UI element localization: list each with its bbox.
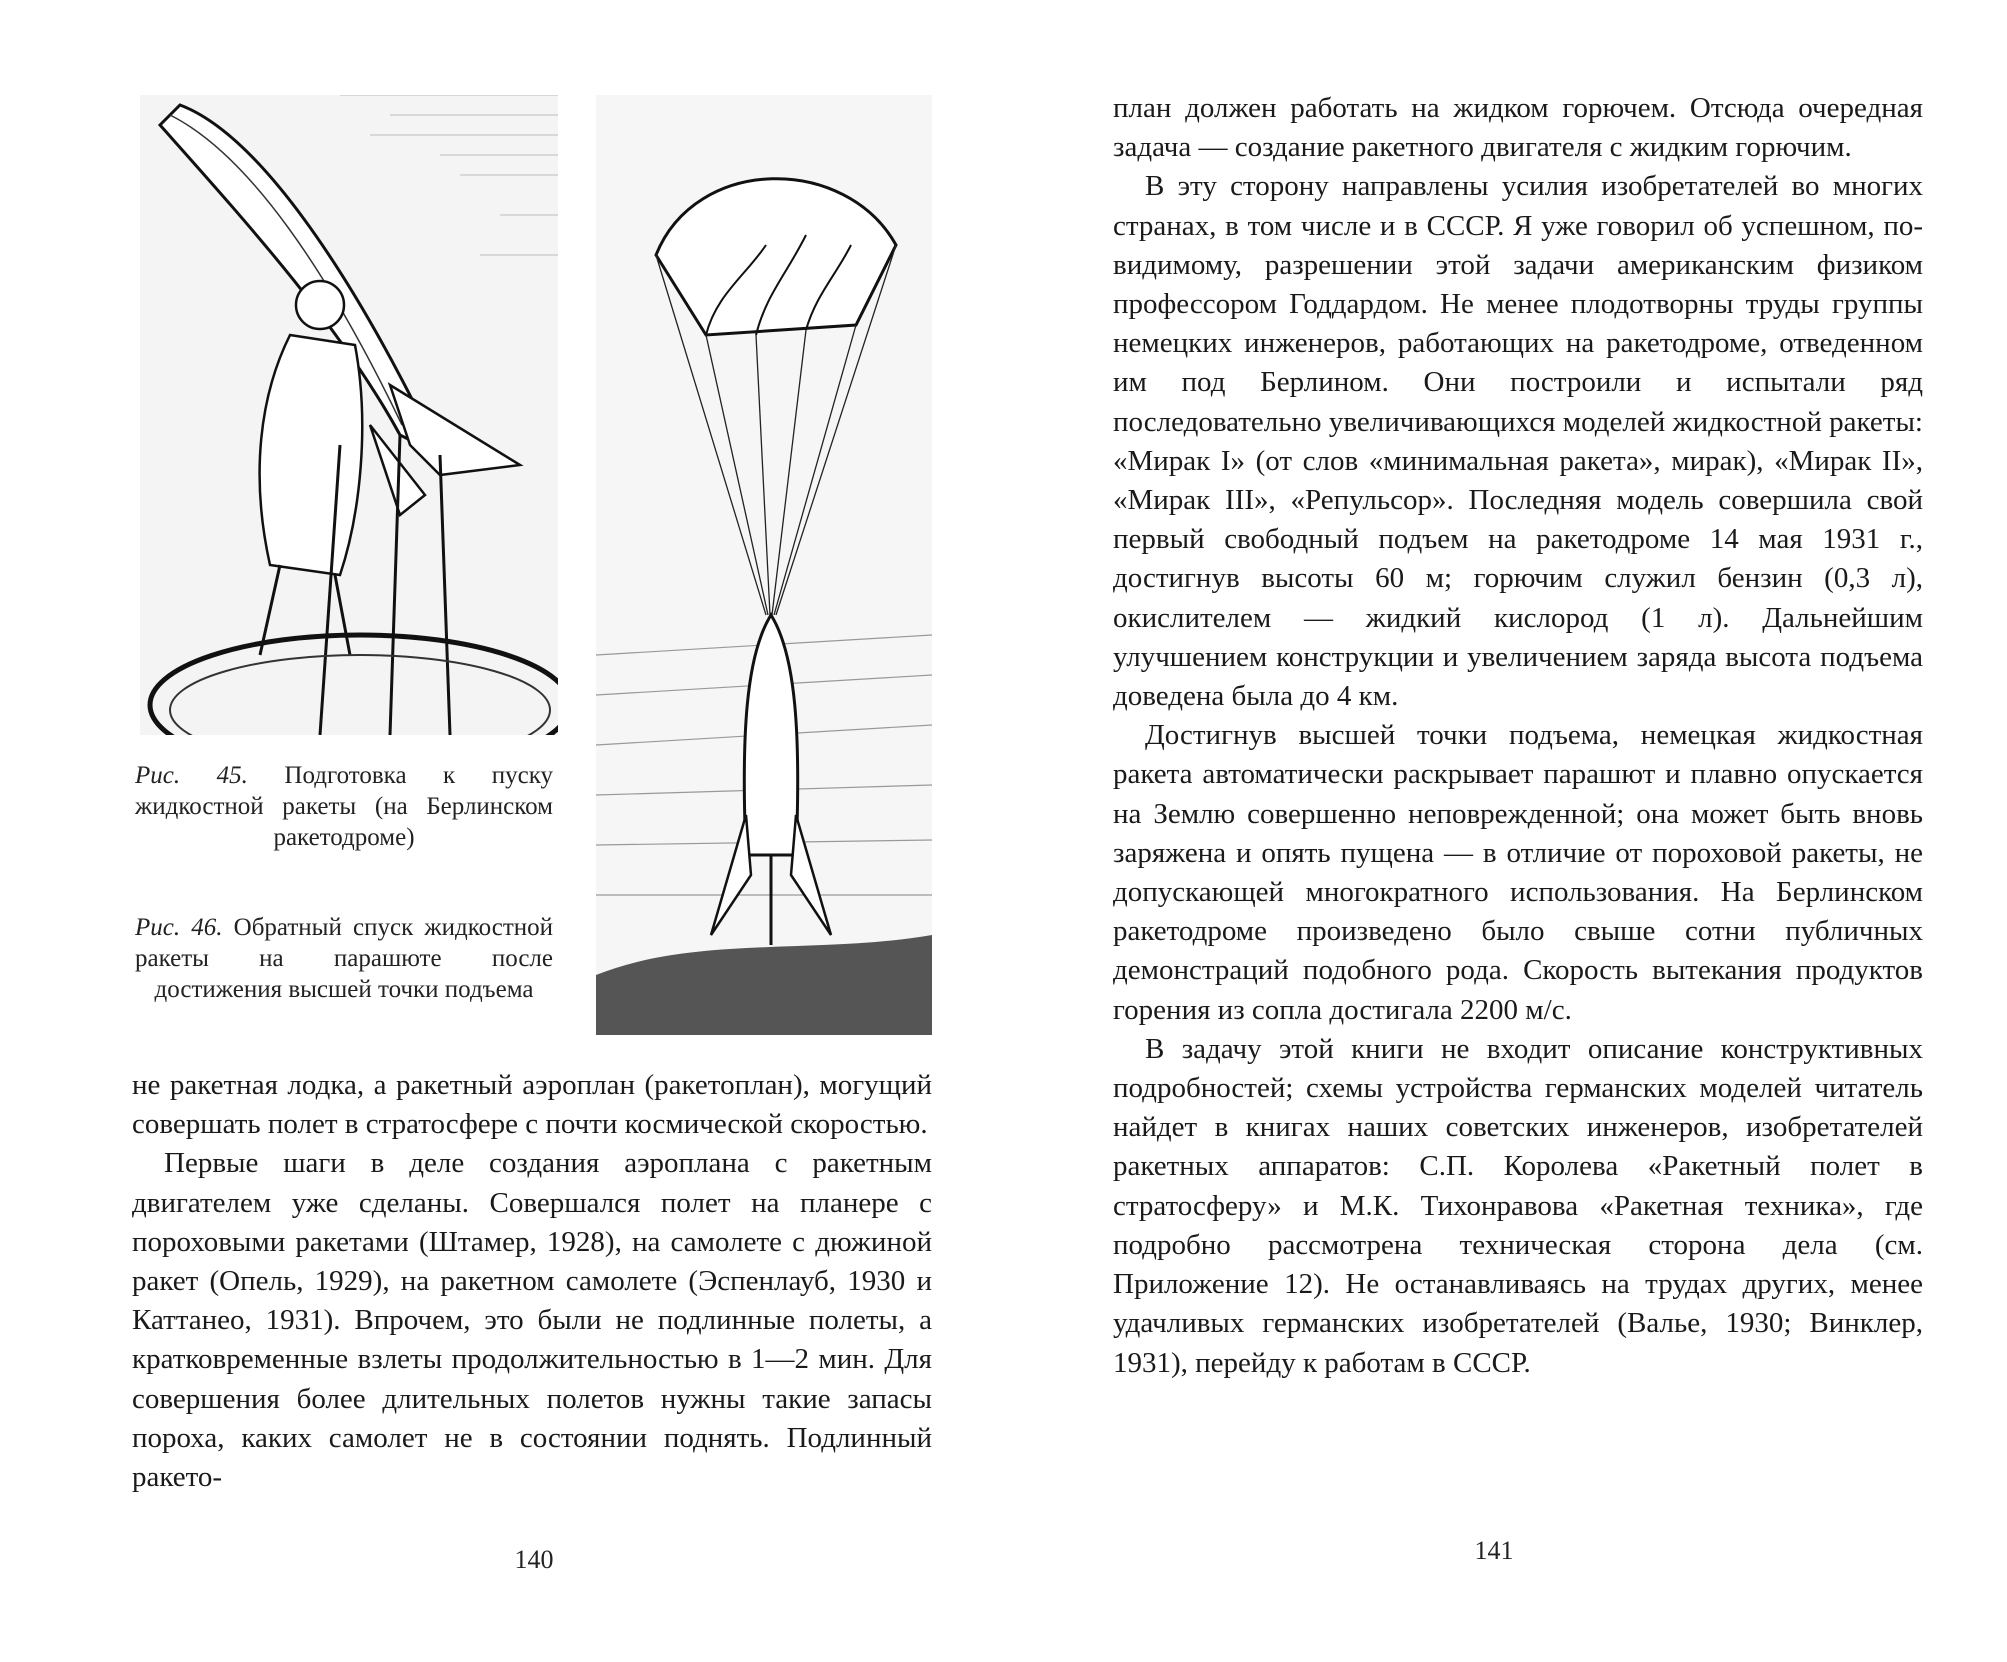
paragraph: Достигнув высшей точки подъема, немецкая жидкостная ракета автоматически раскрывает парашют и плавно опускается на Землю совершенно неповрежденной; она может быть вновь заряжена и опять пущена — в отличие от пороховой ракеты, не допускающей многократного использования. На Берлинском ракетодроме произведено было свыше сотни публичных демонстраций подобного рода. Скорость вытекания продуктов горения из сопла достигала 2200 м/с. xyxy=(1113,719,1923,1026)
right-page xyxy=(1003,0,2007,1662)
page-number-right: 141 xyxy=(1474,1536,1514,1565)
figure-45-rocket-launch-illustration xyxy=(140,95,558,735)
paragraph: В эту сторону направлены усилия изобретателей во многих странах, в том числе и в СССР. Я уже говорил об успешном, по-видимому, разрешении этой задачи американским физиком профессором Годдардом. Не менее плодотворны труды группы немецких инженеров, работающих на ракетодроме, отведенном им под Берлином. Они построили и испытали ряд последовательно увеличивающихся моделей жидкостной ракеты: «Мирак I» (от слов «минимальная ракета», мирак), «Мирак II», «Мирак III», «Репульсор». Последняя модель совершила свой первый свободный подъем на ракетодроме 14 мая 1931 г., достигнув высоты 60 м; горючим служил бензин (0,3 л), окислителем — жидкий кислород (1 л). Дальнейшим улучшением конструкции и увеличением заряда высота подъема доведена была до 4 км. xyxy=(1113,170,1923,713)
right-page-body-text xyxy=(1113,89,1923,1383)
parachute-descent-engraving xyxy=(596,95,932,1035)
paragraph: не ракетная лодка, а ракетный аэроплан (ракетоплан), могущий совершать полет в стратосфере с почти космической скоростью. xyxy=(132,1069,932,1141)
left-page xyxy=(0,0,1003,1662)
figure-46-caption xyxy=(135,912,553,1005)
figure-45-ref: Рис. 45. xyxy=(135,762,248,789)
paragraph: план должен работать на жидком горючем. Отсюда очередная задача — создание ракетного двигателя с жидким горючим. xyxy=(1113,92,1923,164)
rocket-launch-engraving xyxy=(140,95,558,735)
page-number-left: 140 xyxy=(514,1545,554,1574)
paragraph: В задачу этой книги не входит описание конструктивных подробностей; схемы устройства германских моделей читатель найдет в книгах наших советских инженеров, изобретателей ракетных аппаратов: С.П. Королева «Ракетный полет в стратосферу» и М.К. Тихонравова «Ракетная техника», где подробно рассмотрена техническая сторона дела (см. Приложение 12). Не останавливаясь на трудах других, менее удачливых германских изобретателей (Валье, 1930; Винклер, 1931), перейду к работам в СССР. xyxy=(1113,1032,1923,1379)
figure-45-caption xyxy=(135,760,553,853)
figure-46-caption-text: Обратный спуск жидкостной ракеты на парашюте после достижения высшей точки подъема xyxy=(135,914,553,1003)
figure-46-ref: Рис. 46. xyxy=(135,914,223,941)
figure-45-caption-text: Подготовка к пуску жидкостной ракеты (на Берлинском ракетодроме) xyxy=(135,762,553,851)
figure-46-parachute-rocket-illustration xyxy=(596,95,932,1035)
paragraph: Первые шаги в деле создания аэроплана с ракетным двигателем уже сделаны. Совершался полет на планере с пороховыми ракетами (Штамер, 1928), на самолете с дюжиной ракет (Опель, 1929), на ракетном самолете (Эспенлауб, 1930 и Каттанео, 1931). Впрочем, это были не подлинные полеты, а кратковременные взлеты продолжительностью в 1—2 мин. Для совершения более длительных полетов нужны такие запасы пороха, каких самолет не в состоянии поднять. Подлинный ракето- xyxy=(132,1147,932,1494)
left-page-body-text xyxy=(132,1066,932,1497)
